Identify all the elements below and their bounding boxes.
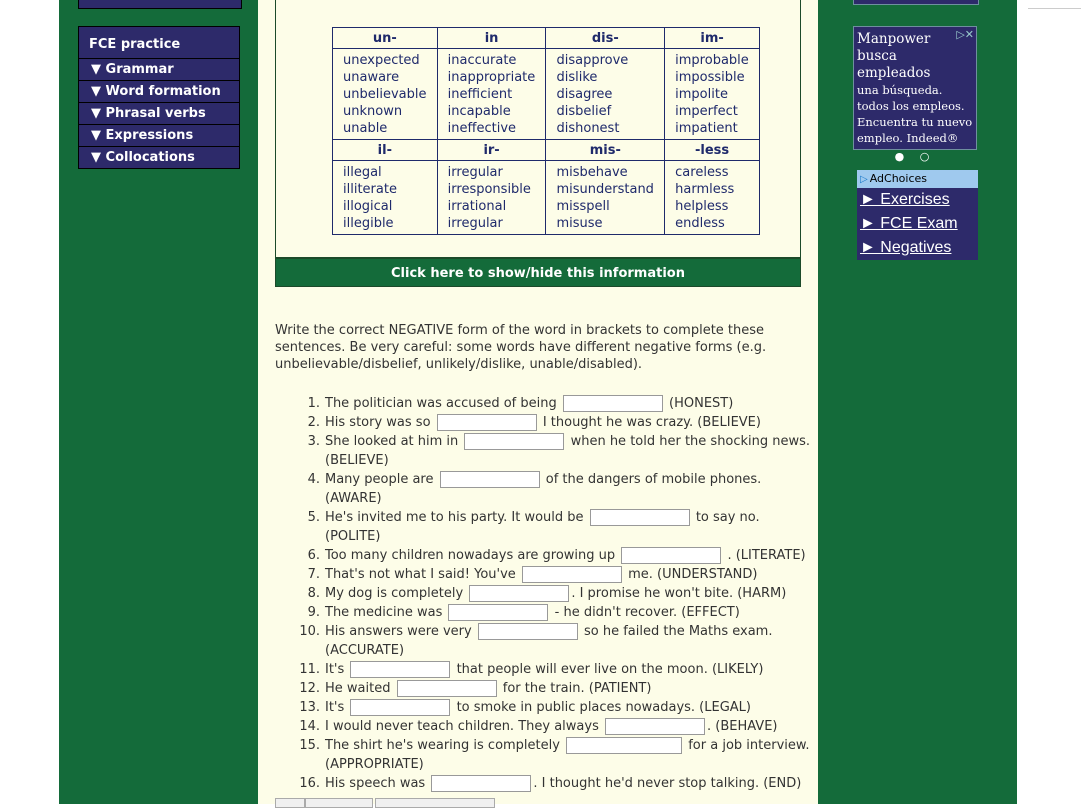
ad-link-negatives[interactable]: ► Negatives — [860, 239, 952, 256]
prefix-cell — [665, 49, 760, 140]
prefix-table — [332, 27, 760, 235]
prefix-header: mis- — [546, 140, 665, 161]
answer-input[interactable] — [397, 680, 497, 697]
question-text-after: . (LITERATE) — [727, 548, 806, 563]
word: disapprove — [556, 53, 629, 68]
word: misuse — [556, 216, 603, 231]
nav-heading[interactable]: FCE practice — [78, 26, 240, 59]
prefix-cell — [333, 161, 438, 235]
question-text-before: It's — [325, 700, 345, 715]
answer-input[interactable] — [605, 718, 705, 735]
ad-top-fragment — [853, 0, 979, 5]
question-list — [275, 394, 815, 793]
word: impatient — [675, 121, 738, 136]
nav-item-expressions[interactable]: ▼ Expressions — [78, 125, 240, 147]
ad-close-icon[interactable]: ▷✕ — [956, 28, 974, 41]
word: illegal — [343, 165, 382, 180]
question-item — [275, 736, 815, 774]
reset-button[interactable] — [275, 798, 305, 808]
word: dishonest — [556, 121, 620, 136]
question-number: 7. — [307, 567, 320, 582]
question-text-before: His story was so — [325, 415, 431, 430]
question-number: 1. — [307, 396, 320, 411]
word: disbelief — [556, 104, 612, 119]
answer-input[interactable] — [621, 547, 721, 564]
word: impossible — [675, 70, 745, 85]
question-text-after: to smoke in public places nowadays. (LEGAL) — [456, 700, 751, 715]
word: imperfect — [675, 104, 738, 119]
answer-input[interactable] — [563, 395, 663, 412]
word: unexpected — [343, 53, 420, 68]
prefix-words-row — [333, 49, 760, 140]
word: misbehave — [556, 165, 628, 180]
word: unable — [343, 121, 388, 136]
answer-input[interactable] — [478, 623, 578, 640]
word: endless — [675, 216, 725, 231]
question-text-after: (HONEST) — [669, 396, 734, 411]
instructions: Write the correct NEGATIVE form of the word in brackets to complete these sentences. Be very careful: some words have different negative forms (e.g. unbelievable/disbelief, unlikely/dislike, unable/disabled). — [275, 323, 767, 372]
answer-input[interactable] — [350, 699, 450, 716]
prefix-header: -less — [665, 140, 760, 161]
question-item — [275, 717, 815, 736]
word: incapable — [447, 104, 511, 119]
show-answers-button[interactable] — [375, 798, 495, 808]
word: helpless — [675, 199, 729, 214]
question-item — [275, 546, 815, 565]
prefix-header-row — [333, 28, 760, 49]
prefix-header: in — [437, 28, 546, 49]
word: disagree — [556, 87, 613, 102]
question-text-before: He's invited me to his party. It would be — [325, 510, 584, 525]
question-text-after: to say no. (POLITE) — [325, 510, 760, 544]
prefix-cell — [437, 161, 546, 235]
word: dislike — [556, 70, 598, 85]
question-number: 8. — [307, 586, 320, 601]
question-text-before: That's not what I said! You've — [325, 567, 516, 582]
ad-line: empleo. Indeed® — [857, 131, 959, 145]
question-item — [275, 394, 815, 413]
nav-item-grammar[interactable]: ▼ Grammar — [78, 59, 240, 81]
word: misunderstand — [556, 182, 654, 197]
question-number: 16. — [299, 776, 320, 791]
question-text-after: . (BEHAVE) — [707, 719, 778, 734]
question-item — [275, 774, 815, 793]
question-text-after: for a job interview. (APPROPRIATE) — [325, 738, 810, 772]
ad-manpower[interactable] — [853, 26, 977, 163]
question-number: 4. — [307, 472, 320, 487]
ad-line: Encuentra tu nuevo — [857, 115, 973, 129]
question-text-after: when he told her the shocking news. (BELIEVE) — [325, 434, 811, 468]
prefix-cell — [437, 49, 546, 140]
word: irregular — [447, 216, 503, 231]
answer-input[interactable] — [431, 775, 531, 792]
question-item — [275, 679, 815, 698]
question-item — [275, 698, 815, 717]
word: irregular — [447, 165, 503, 180]
question-item — [275, 413, 815, 432]
word: unknown — [343, 104, 403, 119]
ad-line: una búsqueda. — [857, 83, 943, 97]
question-text-before: Many people are — [325, 472, 434, 487]
answer-input[interactable] — [350, 661, 450, 678]
adchoices-icon: ▷ — [860, 174, 868, 185]
question-text-before: She looked at him in — [325, 434, 459, 449]
question-item — [275, 603, 815, 622]
question-text-before: The medicine was — [325, 605, 443, 620]
question-text-before: It's — [325, 662, 345, 677]
adchoices-label[interactable] — [857, 170, 978, 188]
question-text-before: Too many children nowadays are growing up — [325, 548, 616, 563]
prefix-header-row — [333, 140, 760, 161]
answer-input[interactable] — [440, 471, 540, 488]
prefix-header: ir- — [437, 140, 546, 161]
word: illegible — [343, 216, 394, 231]
question-item — [275, 584, 815, 603]
question-text-after: that people will ever live on the moon. (LIKELY) — [456, 662, 764, 677]
question-text-after: . I thought he'd never stop talking. (END) — [533, 776, 802, 791]
prefix-header: im- — [665, 28, 760, 49]
answer-input[interactable] — [448, 604, 548, 621]
word: ineffective — [447, 121, 517, 136]
prefix-header: dis- — [546, 28, 665, 49]
answer-input[interactable] — [464, 433, 564, 450]
ad-link-fce-exam[interactable]: ► FCE Exam — [860, 215, 958, 232]
question-text-before: He waited — [325, 681, 391, 696]
question-item — [275, 565, 815, 584]
nav-top-block — [78, 0, 242, 9]
check-button[interactable] — [305, 798, 373, 808]
prefix-header: il- — [333, 140, 438, 161]
question-text-before: The politician was accused of being — [325, 396, 557, 411]
question-number: 11. — [299, 662, 320, 677]
question-item — [275, 660, 815, 679]
word: unbelievable — [343, 87, 427, 102]
question-number: 6. — [307, 548, 320, 563]
adchoices-text: AdChoices — [869, 172, 928, 185]
nav-item-word-formation[interactable]: ▼ Word formation — [78, 81, 240, 103]
nav-item-phrasal-verbs[interactable]: ▼ Phrasal verbs — [78, 103, 240, 125]
answer-input[interactable] — [469, 585, 569, 602]
word: inefficient — [447, 87, 513, 102]
question-text-before: The shirt he's wearing is completely — [325, 738, 560, 753]
question-text-after: me. (UNDERSTAND) — [628, 567, 758, 582]
question-number: 14. — [299, 719, 320, 734]
word: impolite — [675, 87, 728, 102]
question-text-after: . I promise he won't bite. (HARM) — [571, 586, 787, 601]
question-item — [275, 508, 815, 546]
question-text-before: I would never teach children. They always — [325, 719, 599, 734]
word: misspell — [556, 199, 610, 214]
question-number: 2. — [307, 415, 320, 430]
question-number: 10. — [299, 624, 320, 639]
question-text-after: - he didn't recover. (EFFECT) — [554, 605, 740, 620]
question-text-before: His answers were very — [325, 624, 472, 639]
prefix-cell — [333, 49, 438, 140]
answer-input[interactable] — [590, 509, 690, 526]
left-nav — [78, 26, 240, 169]
ad-link-exercises[interactable]: ► Exercises — [860, 191, 950, 208]
question-text-after: I thought he was crazy. (BELIEVE) — [542, 415, 761, 430]
prefix-cell — [546, 49, 665, 140]
prefix-cell — [546, 161, 665, 235]
word: illiterate — [343, 182, 397, 197]
ad-title[interactable]: Manpower busca empleados — [857, 31, 931, 81]
word: inaccurate — [447, 53, 517, 68]
prefix-header: un- — [333, 28, 438, 49]
question-item — [275, 470, 815, 508]
answer-input[interactable] — [437, 414, 537, 431]
question-item — [275, 622, 815, 660]
question-number: 3. — [307, 434, 320, 449]
question-text-after: of the dangers of mobile phones. (AWARE) — [325, 472, 762, 506]
question-text-before: My dog is completely — [325, 586, 464, 601]
word: harmless — [675, 182, 735, 197]
prefix-words-row — [333, 161, 760, 235]
bottom-buttons — [275, 798, 495, 804]
answer-input[interactable] — [522, 566, 622, 583]
question-text-after: for the train. (PATIENT) — [502, 681, 652, 696]
word: improbable — [675, 53, 749, 68]
word: careless — [675, 165, 729, 180]
ad-links-box — [857, 170, 978, 260]
word: irresponsible — [447, 182, 531, 197]
question-item — [275, 432, 815, 470]
question-number: 9. — [307, 605, 320, 620]
question-text-after: so he failed the Maths exam. (ACCURATE) — [325, 624, 773, 658]
nav-item-collocations[interactable]: ▼ Collocations — [78, 147, 240, 169]
answer-input[interactable] — [566, 737, 682, 754]
word: illogical — [343, 199, 393, 214]
word: irrational — [447, 199, 507, 214]
question-number: 13. — [299, 700, 320, 715]
word: inappropriate — [447, 70, 536, 85]
question-text-before: His speech was — [325, 776, 426, 791]
question-number: 5. — [307, 510, 320, 525]
show-hide-toggle[interactable]: Click here to show/hide this information — [275, 258, 801, 287]
prefix-cell — [665, 161, 760, 235]
word: unaware — [343, 70, 400, 85]
carousel-dots[interactable]: ● ○ — [894, 150, 936, 163]
ad-line: todos los empleos. — [857, 99, 965, 113]
question-number: 15. — [299, 738, 320, 753]
scroll-edge — [1028, 8, 1081, 9]
question-number: 12. — [299, 681, 320, 696]
